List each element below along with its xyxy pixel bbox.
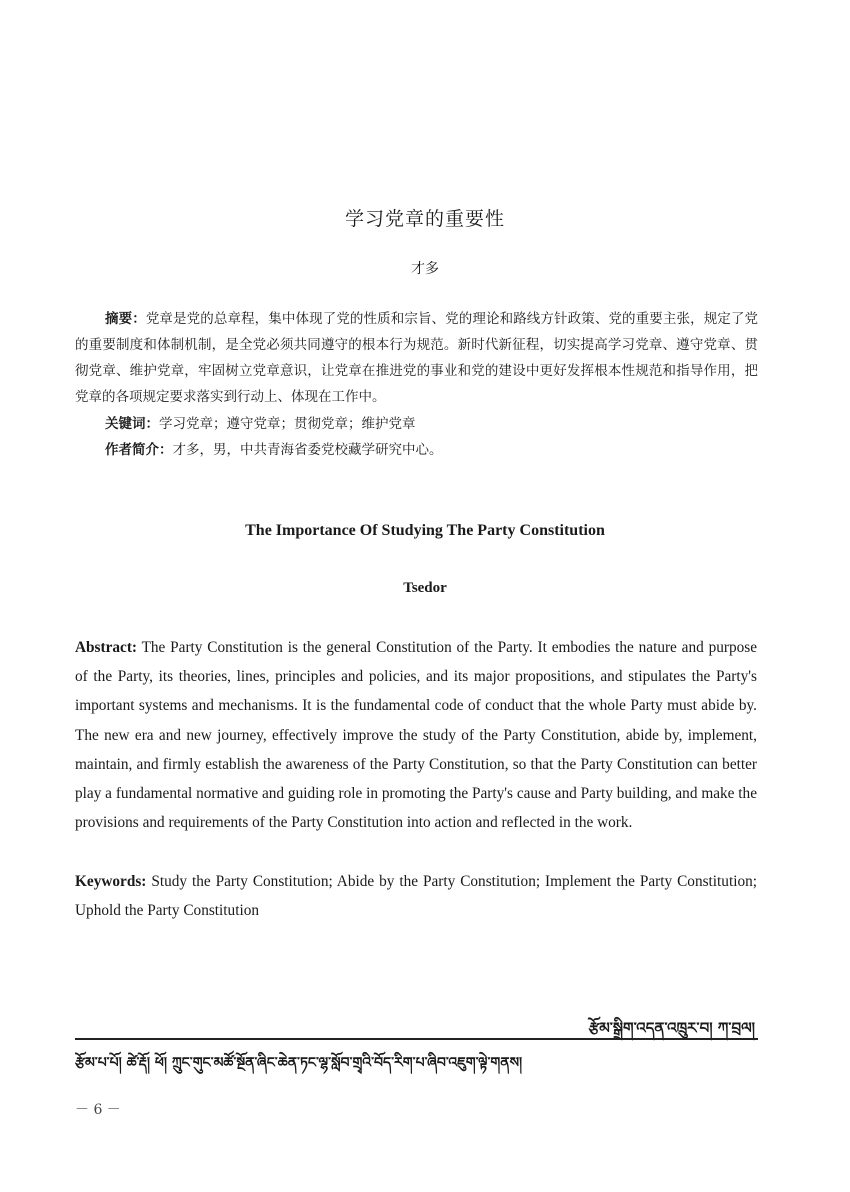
english-abstract-text: The Party Constitution is the general Constitution of the Party. It embodies the nature and purpose of the Party, its theories, lines, principles and policies, and its major propositions, and stipulates the Party's important systems and mechanisms. It is the fundamental code of conduct that the whole Party must abide by. The new era and new journey, effectively improve the study of the Party Constitution, abide by, implement, maintain, and firmly establish the awareness of the Party Constitution, so that the Party Constitution can better play a fundamental normative and guiding role in promoting the Party's cause and Party building, and make the provisions and requirements of the Party Constitution into action and reflected in the work. (75, 639, 757, 832)
tibetan-author-footnote: རྩོམ་པ་པོ། ཚེ་རྡོ། ཕོ། ཀྲུང་གུང་མཚོ་སྔོན་ཞིང་ཆེན་ཏང་ལྷ་སློབ་གྲྭའི་བོད་རིག་པ་ཞིབ་འཇུག་ལྟེ་གནས། (75, 1055, 523, 1071)
chinese-keywords-label: 关键词： (105, 416, 159, 432)
english-author: Tsedor (403, 580, 447, 596)
chinese-keywords (105, 411, 416, 437)
english-title: The Importance Of Studying The Party Constitution (245, 522, 605, 539)
english-abstract (75, 633, 757, 837)
english-keywords-label: Keywords: (75, 873, 147, 890)
chinese-author-info-label: 作者简介： (105, 442, 173, 458)
english-abstract-label: Abstract: (75, 639, 138, 656)
chinese-author: 才多 (411, 261, 439, 277)
tibetan-footer-header: རྩོམ་སྒྲིག་འདན་འཁྲུར་བ། ཀ་བྲལ། (588, 1019, 755, 1037)
footer-divider (75, 1038, 758, 1040)
chinese-keywords-text: 学习党章；遵守党章；贯彻党章；维护党章 (159, 416, 416, 432)
english-keywords-text: Study the Party Constitution; Abide by the Party Constitution; Implement the Party Constitution; Uphold the Party Constitution (75, 873, 757, 920)
english-keywords (75, 867, 757, 925)
chinese-title: 学习党章的重要性 (344, 208, 505, 230)
chinese-abstract-label: 摘要： (105, 311, 146, 327)
page-number: － 6 － (75, 1102, 121, 1118)
chinese-author-info-text: 才多，男，中共青海省委党校藏学研究中心。 (172, 442, 443, 458)
chinese-abstract (75, 306, 758, 410)
chinese-abstract-text: 党章是党的总章程，集中体现了党的性质和宗旨、党的理论和路线方针政策、党的重要主张，规定了党的重要制度和体制机制，是全党必须共同遵守的根本行为规范。新时代新征程，切实提高学习党章、遵守党章、贯彻党章、维护党章，牢固树立党章意识，让党章在推进党的事业和党的建设中更好发挥根本性规范和指导作用，把党章的各项规定要求落实到行动上、体现在工作中。 (75, 311, 759, 405)
chinese-author-info (105, 437, 443, 463)
